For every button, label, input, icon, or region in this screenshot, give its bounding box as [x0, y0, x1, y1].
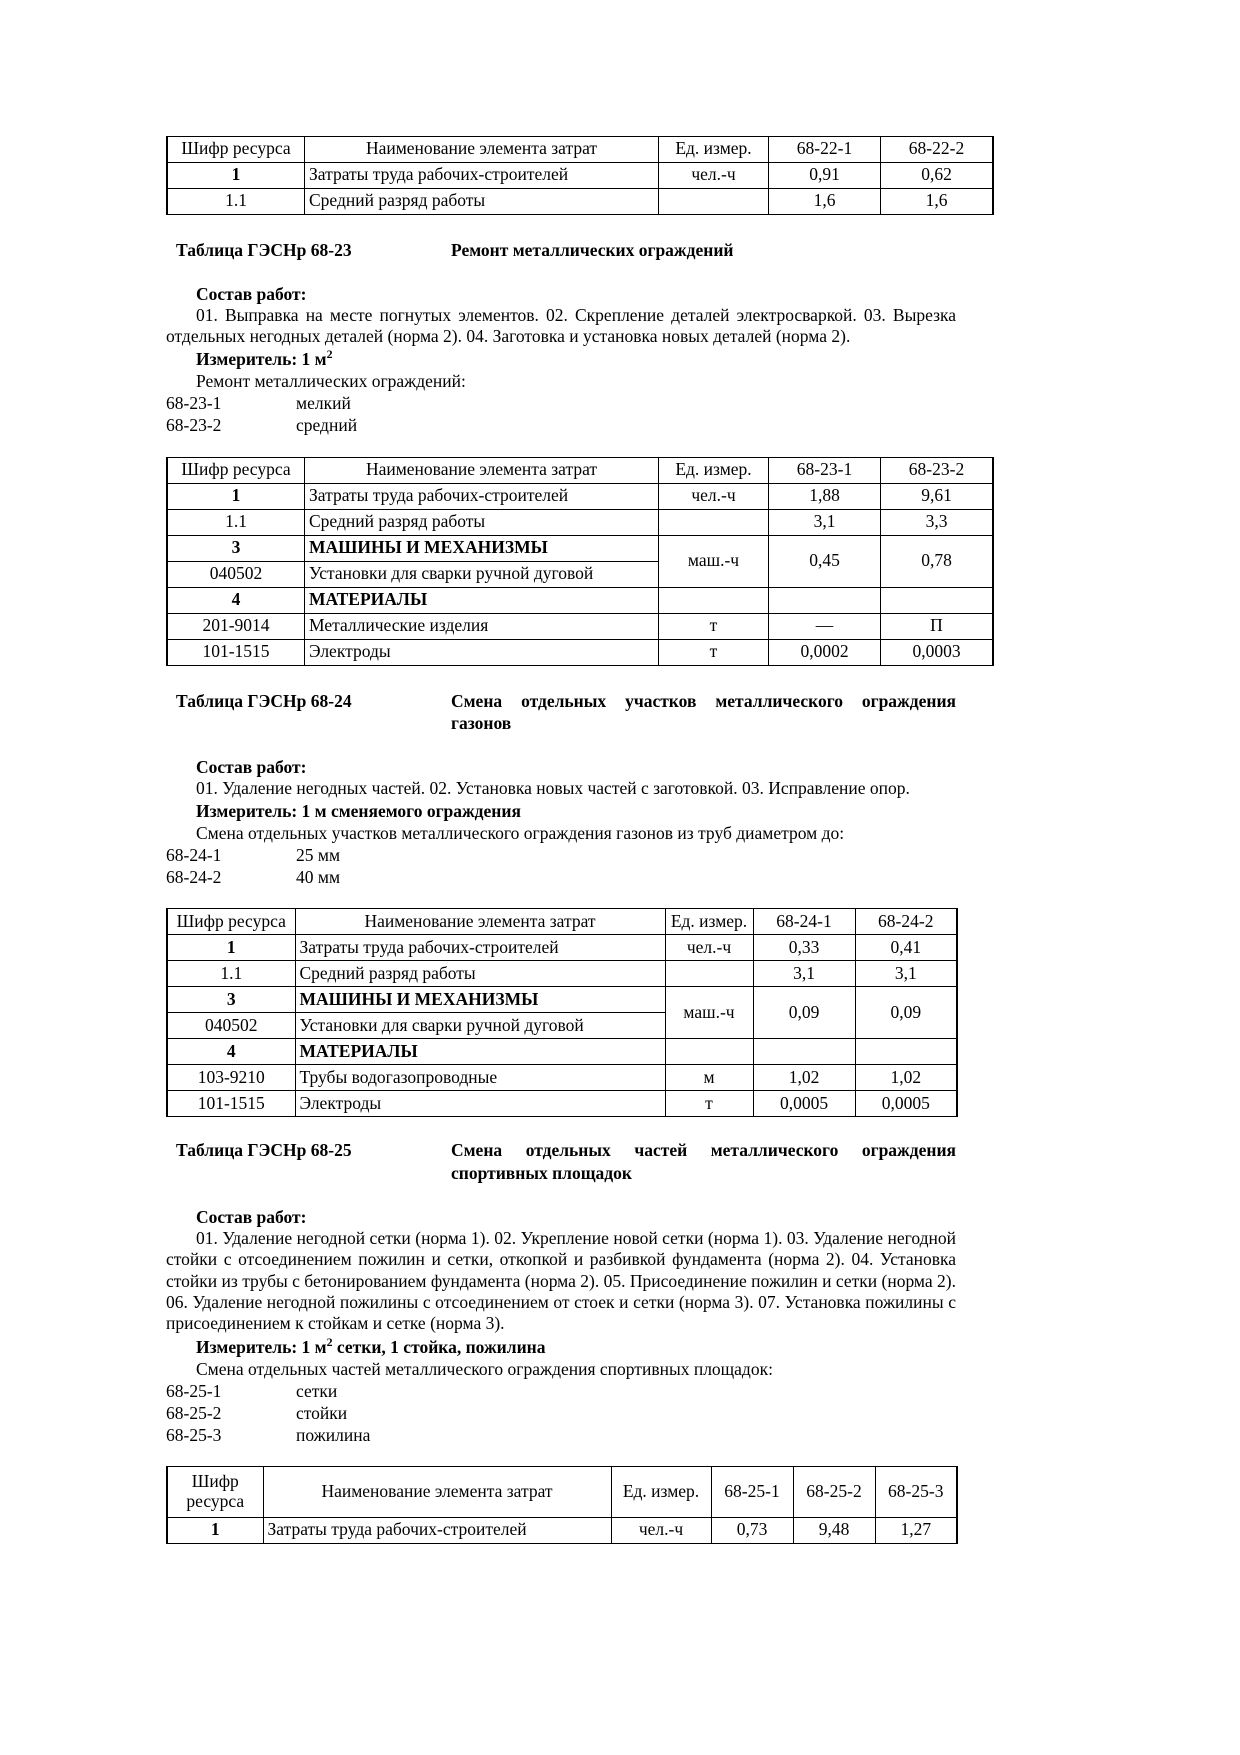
- section-title-6824: [166, 690, 956, 736]
- list-item: [166, 392, 956, 414]
- table-row: [167, 1039, 957, 1065]
- header-cell-code: Шифр ресурса: [167, 909, 295, 935]
- cell-name: Трубы водогазопроводные: [295, 1065, 665, 1091]
- cell-v2: П: [881, 613, 994, 639]
- code-desc: 25 мм: [296, 845, 341, 866]
- table-row: [167, 639, 993, 665]
- table-row: [167, 1466, 957, 1517]
- cell-unit: чел.-ч: [665, 935, 753, 961]
- code-list-6825: [166, 1380, 956, 1446]
- cell-v1: [769, 587, 881, 613]
- table-name-6824-line2: газонов: [451, 713, 512, 734]
- list-item: [166, 1424, 956, 1446]
- cell-v2: 0,62: [881, 163, 994, 189]
- header-cell-code: Шифр ресурса: [167, 457, 305, 483]
- cell-name: МАТЕРИАЛЫ: [295, 1039, 665, 1065]
- table-label-6824: Таблица ГЭСНр 68-24: [176, 690, 352, 711]
- code-desc: пожилина: [296, 1424, 371, 1445]
- sostav-text-6824: 01. Удаление негодных частей. 02. Установка новых частей с заготовкой. 03. Исправление опор.: [196, 778, 910, 799]
- header-cell-v1: 68-22-1: [769, 137, 881, 163]
- cell-code: 1: [167, 935, 295, 961]
- header-cell-name: Наименование элемента затрат: [295, 909, 665, 935]
- table-row: [167, 1517, 957, 1543]
- cell-name: Средний разряд работы: [295, 961, 665, 987]
- table-6824-wrapper: [166, 908, 956, 1117]
- cell-v1: [753, 1039, 855, 1065]
- code-desc: сетки: [296, 1380, 338, 1401]
- cell-unit: чел.-ч: [659, 163, 769, 189]
- cell-code: 040502: [167, 561, 305, 587]
- table-row: [167, 483, 993, 509]
- cell-unit: чел.-ч: [611, 1517, 711, 1543]
- header-cell-unit: Ед. измер.: [611, 1466, 711, 1517]
- cell-name: Затраты труда рабочих-строителей: [263, 1517, 611, 1543]
- table-6824: [166, 908, 958, 1117]
- cell-code: 1.1: [167, 189, 305, 215]
- code-value: 68-24-1: [166, 845, 222, 866]
- cell-code: 4: [167, 587, 305, 613]
- table-label-6825: Таблица ГЭСНр 68-25: [176, 1140, 352, 1161]
- cell-v1: —: [769, 613, 881, 639]
- header-code-line1: Шифр: [191, 1470, 239, 1491]
- cell-v1: 3,1: [753, 961, 855, 987]
- measure-6824: [166, 801, 956, 822]
- cell-v1: 0,45: [769, 535, 881, 587]
- lead-6823: Ремонт металлических ограждений:: [196, 371, 466, 392]
- cell-v2: 0,09: [855, 987, 957, 1039]
- cell-code: 1.1: [167, 961, 295, 987]
- cell-unit: т: [659, 613, 769, 639]
- section-title-6823: [166, 239, 956, 262]
- cell-v1: 3,1: [769, 509, 881, 535]
- cell-v2: 0,41: [855, 935, 957, 961]
- cell-unit: [665, 1039, 753, 1065]
- table-row: [167, 1091, 957, 1117]
- table-row: [167, 613, 993, 639]
- cell-v1: 0,73: [711, 1517, 793, 1543]
- cell-v2: [855, 1039, 957, 1065]
- sostav-text-6823: 01. Выправка на месте погнутых элементов. 02. Скрепление деталей электросваркой. 03. Вырезка отдельных негодных деталей (норма 2). 04. Заготовка и установка новых деталей (норма 2).: [166, 304, 956, 347]
- table-name-6824-line1: Смена отдельных участков металлического ограждения: [451, 690, 956, 711]
- table-row: [167, 535, 993, 561]
- cell-name: МАШИНЫ И МЕХАНИЗМЫ: [305, 535, 659, 561]
- sostav-text-6825: 01. Удаление негодной сетки (норма 1). 02. Укрепление новой сетки (норма 1). 03. Удаление негодной стойки с отсоединением пожилин и сетки, откопкой и разбивкой фундамента (норма 2). 04. Установка стойки из трубы с бетонированием фундамента (норма 2). 05. Присоединение пожилин и сетки (норма 2). 06. Удаление негодной пожилины с отсоединением от стоек и сетки (норма 3). 07. Установка пожилины с присоединением к стойкам и сетке (норма 3).: [166, 1227, 956, 1334]
- measure-superscript: 2: [326, 347, 333, 362]
- measure-value: 1 м сменяемого ограждения: [301, 801, 521, 822]
- cell-code: 1: [167, 163, 305, 189]
- list-item: [166, 866, 956, 888]
- cell-code: 101-1515: [167, 1091, 295, 1117]
- header-cell-v2: 68-25-2: [793, 1466, 875, 1517]
- cell-unit: м: [665, 1065, 753, 1091]
- cell-name: Электроды: [305, 639, 659, 665]
- cell-name: Средний разряд работы: [305, 509, 659, 535]
- header-cell-v2: 68-22-2: [881, 137, 994, 163]
- section-title-6825: [166, 1139, 956, 1185]
- cell-code: 103-9210: [167, 1065, 295, 1091]
- header-cell-v2: 68-24-2: [855, 909, 957, 935]
- header-cell-v1: 68-23-1: [769, 457, 881, 483]
- code-value: 68-23-2: [166, 415, 222, 436]
- cell-unit: [659, 509, 769, 535]
- measure-value: 1 м: [301, 349, 327, 370]
- cell-v2: 9,61: [881, 483, 994, 509]
- lead-6825: Смена отдельных частей металлического ограждения спортивных площадок:: [196, 1358, 773, 1379]
- sostav-label-6823: Состав работ:: [196, 283, 307, 304]
- header-cell-name: Наименование элемента затрат: [305, 137, 659, 163]
- cell-v2: [881, 587, 994, 613]
- code-value: 68-25-1: [166, 1380, 222, 1401]
- table-row: [167, 163, 993, 189]
- code-value: 68-25-2: [166, 1402, 222, 1423]
- header-cell-unit: Ед. измер.: [665, 909, 753, 935]
- header-code-line2: ресурса: [186, 1490, 245, 1511]
- table-name-6825-line1: Смена отдельных частей металлического ограждения: [451, 1140, 956, 1161]
- cell-v2: 1,6: [881, 189, 994, 215]
- cell-unit: маш.-ч: [665, 987, 753, 1039]
- lead-6824: Смена отдельных участков металлического ограждения газонов из труб диаметром до:: [196, 823, 845, 844]
- header-cell-v1: 68-24-1: [753, 909, 855, 935]
- cell-code: 1.1: [167, 509, 305, 535]
- code-list-6824: [166, 844, 956, 888]
- measure-label: Измеритель:: [196, 349, 298, 370]
- cell-unit: чел.-ч: [659, 483, 769, 509]
- cell-v3: 1,27: [875, 1517, 957, 1543]
- cell-v1: 0,33: [753, 935, 855, 961]
- cell-v1: 0,0005: [753, 1091, 855, 1117]
- table-row: [167, 909, 957, 935]
- cell-v1: 1,02: [753, 1065, 855, 1091]
- cell-v1: 0,0002: [769, 639, 881, 665]
- header-cell-v2: 68-23-2: [881, 457, 994, 483]
- header-cell-v3: 68-25-3: [875, 1466, 957, 1517]
- cell-name: Средний разряд работы: [305, 189, 659, 215]
- code-value: 68-24-2: [166, 867, 222, 888]
- cell-code: 3: [167, 987, 295, 1013]
- cell-code: 101-1515: [167, 639, 305, 665]
- cell-name: Затраты труда рабочих-строителей: [295, 935, 665, 961]
- measure-label: Измеритель:: [196, 801, 298, 822]
- table-name-6823: Ремонт металлических ограждений: [451, 240, 734, 260]
- table-6825-wrapper: [166, 1466, 956, 1544]
- measure-label: Измеритель:: [196, 1336, 298, 1357]
- table-row: [167, 587, 993, 613]
- measure-6823: [166, 349, 956, 370]
- cell-code: 1: [167, 1517, 263, 1543]
- table-name-6825-line2: спортивных площадок: [451, 1163, 632, 1184]
- table-label-6823: Таблица ГЭСНр 68-23: [176, 240, 352, 260]
- cell-code: 201-9014: [167, 613, 305, 639]
- cell-name: Установки для сварки ручной дуговой: [305, 561, 659, 587]
- cell-unit: [659, 587, 769, 613]
- cell-unit: маш.-ч: [659, 535, 769, 587]
- cell-unit: т: [659, 639, 769, 665]
- cell-v2: 3,1: [855, 961, 957, 987]
- cell-v1: 0,09: [753, 987, 855, 1039]
- cell-v2: 0,0003: [881, 639, 994, 665]
- measure-6825: [166, 1334, 956, 1358]
- code-desc: 40 мм: [296, 867, 341, 888]
- cell-code: 3: [167, 535, 305, 561]
- code-desc: средний: [296, 415, 358, 436]
- code-desc: мелкий: [296, 393, 351, 414]
- list-item: [166, 844, 956, 866]
- sostav-label-6824: Состав работ:: [196, 757, 307, 778]
- header-cell-unit: Ед. измер.: [659, 137, 769, 163]
- table-row: [167, 137, 993, 163]
- measure-value-rest: сетки, 1 стойка, пожилина: [332, 1336, 546, 1357]
- list-item: [166, 414, 956, 436]
- table-6822-wrapper: [166, 136, 965, 215]
- cell-name: Затраты труда рабочих-строителей: [305, 163, 659, 189]
- header-cell-unit: Ед. измер.: [659, 457, 769, 483]
- code-desc: стойки: [296, 1402, 348, 1423]
- cell-name: МАТЕРИАЛЫ: [305, 587, 659, 613]
- cell-v2: 9,48: [793, 1517, 875, 1543]
- cell-unit: [665, 961, 753, 987]
- cell-v1: 0,91: [769, 163, 881, 189]
- header-cell-v1: 68-25-1: [711, 1466, 793, 1517]
- table-row: [167, 457, 993, 483]
- cell-v2: 0,78: [881, 535, 994, 587]
- cell-name: Установки для сварки ручной дуговой: [295, 1013, 665, 1039]
- header-cell-name: Наименование элемента затрат: [305, 457, 659, 483]
- table-6825: [166, 1466, 958, 1544]
- cell-v2: 1,02: [855, 1065, 957, 1091]
- cell-code: 1: [167, 483, 305, 509]
- table-row: [167, 961, 957, 987]
- table-row: [167, 189, 993, 215]
- header-cell-code: [167, 1466, 263, 1517]
- cell-name: Электроды: [295, 1091, 665, 1117]
- cell-name: Затраты труда рабочих-строителей: [305, 483, 659, 509]
- table-6822: [166, 136, 994, 215]
- document-page: [166, 0, 965, 1544]
- table-6823: [166, 457, 994, 666]
- cell-code: 040502: [167, 1013, 295, 1039]
- cell-code: 4: [167, 1039, 295, 1065]
- table-row: [167, 935, 957, 961]
- cell-v2: 3,3: [881, 509, 994, 535]
- code-value: 68-25-3: [166, 1424, 222, 1445]
- code-value: 68-23-1: [166, 393, 222, 414]
- cell-unit: т: [665, 1091, 753, 1117]
- measure-superscript: 2: [326, 1334, 333, 1349]
- cell-v1: 1,88: [769, 483, 881, 509]
- header-cell-name: Наименование элемента затрат: [263, 1466, 611, 1517]
- cell-v2: 0,0005: [855, 1091, 957, 1117]
- cell-name: Металлические изделия: [305, 613, 659, 639]
- cell-name: МАШИНЫ И МЕХАНИЗМЫ: [295, 987, 665, 1013]
- header-cell-code: Шифр ресурса: [167, 137, 305, 163]
- sostav-label-6825: Состав работ:: [196, 1206, 307, 1227]
- measure-value: 1 м: [301, 1336, 327, 1357]
- table-row: [167, 987, 957, 1013]
- table-row: [167, 509, 993, 535]
- list-item: [166, 1402, 956, 1424]
- cell-v1: 1,6: [769, 189, 881, 215]
- list-item: [166, 1380, 956, 1402]
- cell-unit: [659, 189, 769, 215]
- code-list-6823: [166, 392, 956, 436]
- table-row: [167, 1065, 957, 1091]
- table-6823-wrapper: [166, 457, 965, 666]
